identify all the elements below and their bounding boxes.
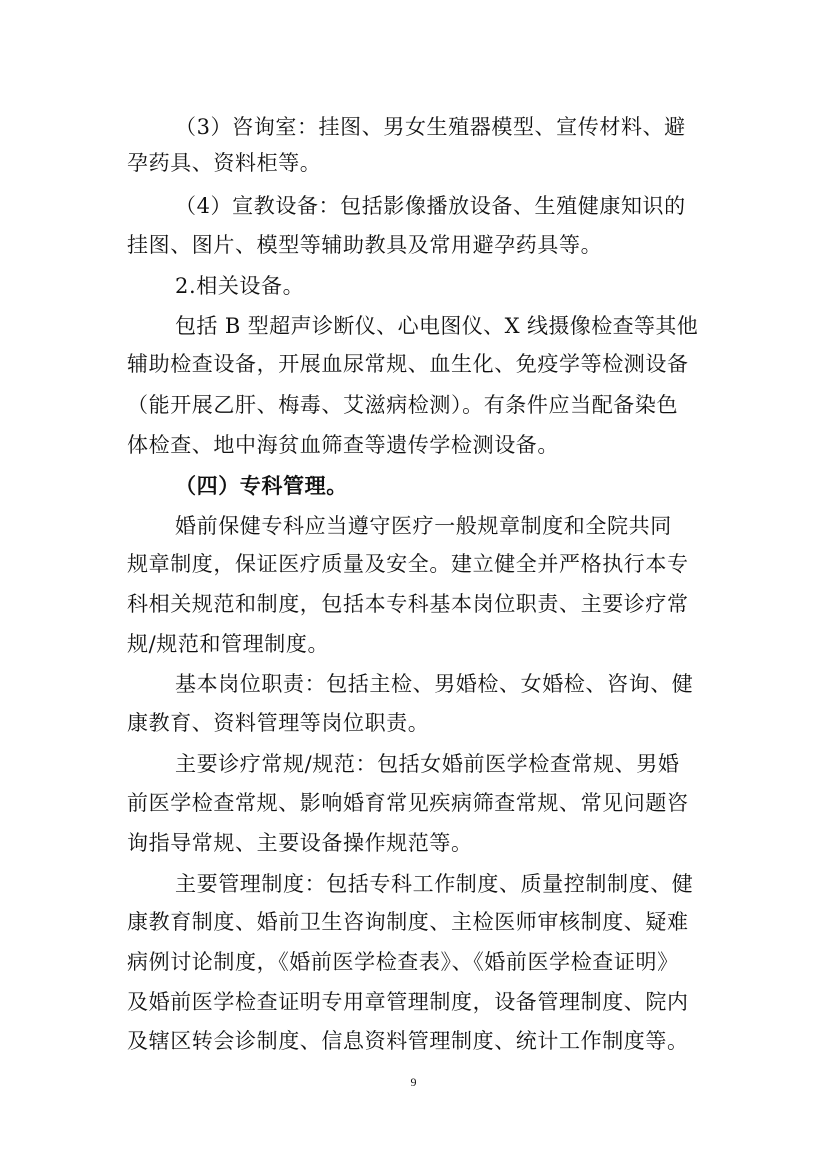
text-line-5: 2.相关设备。 [175, 274, 305, 298]
text-line-22: 病例讨论制度，《婚前医学检查表》、《婚前医学检查证明》 [127, 950, 679, 974]
text-line-12: 规章制度，保证医疗质量及安全。建立健全并严格执行本专 [127, 552, 689, 576]
page-number: 9 [410, 1075, 417, 1089]
text-line-23: 及婚前医学检查证明专用章管理制度，设备管理制度、院内 [127, 990, 689, 1014]
text-line-14: 规/规范和管理制度。 [127, 632, 330, 656]
text-line-15: 基本岗位职责：包括主检、男婚检、女婚检、咨询、健 [175, 672, 694, 696]
text-line-1: （3）咨询室：挂图、男女生殖器模型、宣传材料、避 [175, 115, 686, 139]
text-line-16: 康教育、资料管理等岗位职责。 [127, 711, 430, 735]
text-line-19: 询指导常规、主要设备操作规范等。 [127, 831, 473, 855]
text-line-4: 挂图、图片、模型等辅助教具及常用避孕药具等。 [127, 233, 603, 257]
text-line-17: 主要诊疗常规/规范：包括女婚前医学检查常规、男婚 [175, 752, 680, 776]
text-line-8: （能开展乙肝、梅毒、艾滋病检测）。有条件应当配备染色 [127, 393, 679, 417]
text-line-7: 辅助检查设备，开展血尿常规、血生化、免疫学等检测设备 [127, 352, 689, 376]
section-heading: （四）专科管理。 [175, 474, 348, 498]
text-line-2: 孕药具、资料柜等。 [127, 151, 322, 175]
text-line-3: （4）宣教设备：包括影像播放设备、生殖健康知识的 [175, 194, 686, 218]
text-line-9: 体检查、地中海贫血筛查等遗传学检测设备。 [127, 433, 559, 457]
text-line-24: 及辖区转会诊制度、信息资料管理制度、统计工作制度等。 [127, 1029, 689, 1053]
text-line-18: 前医学检查常规、影响婚育常见疾病筛查常规、常见问题咨 [127, 791, 689, 815]
text-line-13: 科相关规范和制度，包括本专科基本岗位职责、主要诊疗常 [127, 592, 689, 616]
text-line-6: 包括 B 型超声诊断仪、心电图仪、X 线摄像检查等其他 [175, 314, 699, 338]
text-line-21: 康教育制度、婚前卫生咨询制度、主检医师审核制度、疑难 [127, 910, 689, 934]
text-line-11: 婚前保健专科应当遵守医疗一般规章制度和全院共同 [175, 514, 672, 538]
text-line-20: 主要管理制度：包括专科工作制度、质量控制制度、健 [175, 872, 694, 896]
